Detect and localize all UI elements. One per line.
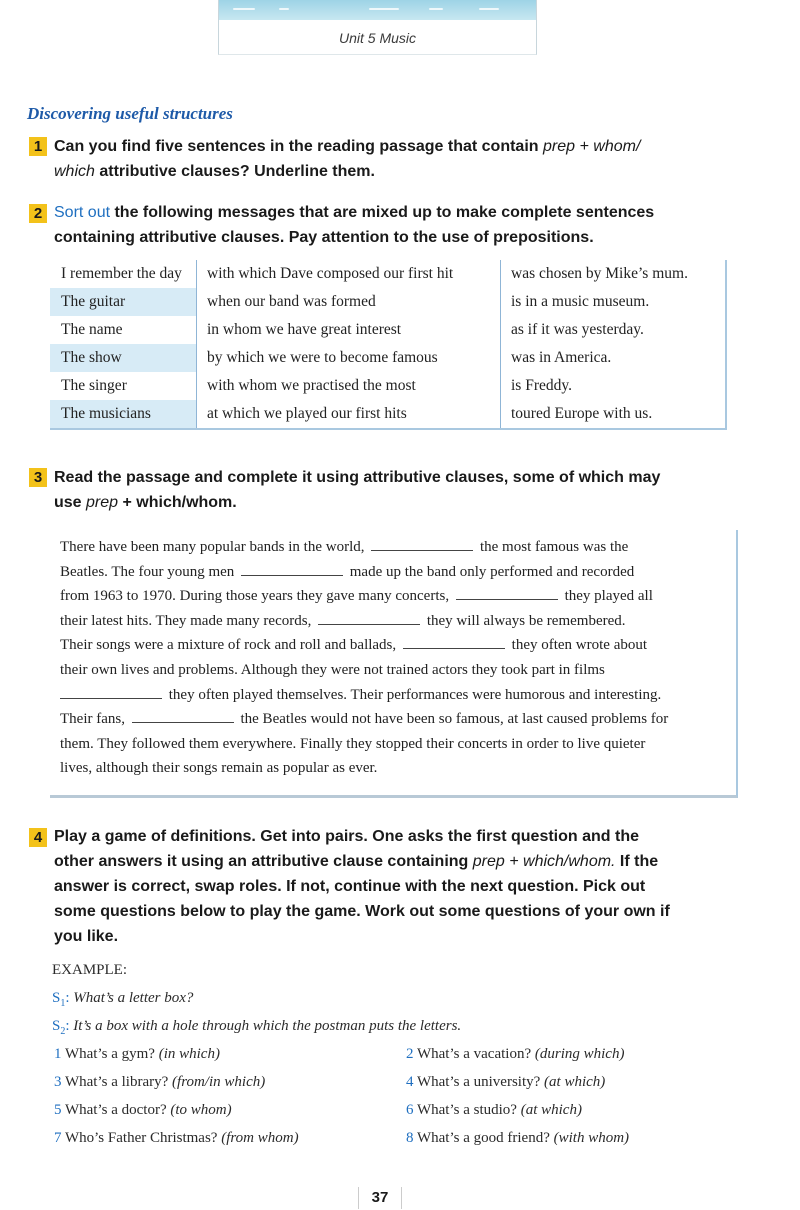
- passage-line: from 1963 to 1970. During those years they gave many concerts, they played all: [60, 588, 653, 605]
- table-cell: as if it was yesterday.: [501, 316, 727, 344]
- table-cell: at which we played our first hits: [197, 400, 501, 429]
- table-cell: The show: [50, 344, 197, 372]
- table-row: [50, 260, 726, 288]
- question-item: 3 What’s a library? (from/in which): [54, 1074, 266, 1090]
- table-cell: when our band was formed: [197, 288, 501, 316]
- fill-in-blank[interactable]: [318, 612, 420, 625]
- question-item: 4 What’s a university? (at which): [406, 1074, 606, 1090]
- passage-line: Beatles. The four young men made up the band only performed and recorded: [60, 563, 635, 580]
- exercise-number-3: 3: [29, 468, 47, 487]
- example-answer: $S_2$: It’s a box with a hole through which the postman puts the letters.: [52, 1018, 462, 1037]
- table-cell: The name: [61, 321, 123, 338]
- table-cell: The musicians: [50, 400, 197, 429]
- table-cell: The guitar: [50, 288, 197, 316]
- exercise-2-instruction: Sort out the following messages that are mixed up to make complete sentences containing attributive clauses. Pay attention to the use of prepositions.: [54, 204, 655, 246]
- table-row: [50, 316, 726, 344]
- exercise-number-2: 2: [29, 204, 47, 223]
- header-decoration: [219, 0, 536, 20]
- passage-line: they often played themselves. Their performances were humorous and interesting.: [60, 683, 726, 708]
- page-number: 37: [358, 1187, 402, 1209]
- unit-label: Unit 5 Music: [338, 30, 417, 46]
- table-cell: is in a music museum.: [501, 288, 727, 316]
- fill-in-blank[interactable]: [241, 563, 343, 576]
- passage-line: Their songs were a mixture of rock and roll and ballads, they often wrote about: [60, 637, 648, 654]
- cloze-passage: [50, 530, 738, 798]
- table-cell: by which we were to become famous: [197, 344, 501, 372]
- passage-line: lives, although their songs remain as popular as ever.: [60, 760, 378, 777]
- question-item: 5 What’s a doctor? (to whom): [54, 1102, 232, 1118]
- fill-in-blank[interactable]: [403, 636, 505, 649]
- fill-in-blank[interactable]: [456, 587, 558, 600]
- passage-line: their latest hits. They made many records, they will always be remembered.: [60, 612, 626, 629]
- table-row: [50, 400, 726, 429]
- exercise-number-4: 4: [29, 828, 47, 847]
- fill-in-blank[interactable]: [132, 710, 234, 723]
- passage-line: them. They followed them everywhere. Finally they stopped their concerts in order to live quieter: [60, 735, 646, 752]
- sentence-parts-table: [50, 260, 727, 430]
- question-item: 2 What’s a vacation? (during which): [406, 1046, 625, 1062]
- question-item: 7 Who’s Father Christmas? (from whom): [54, 1130, 299, 1146]
- fill-in-blank[interactable]: [60, 686, 162, 699]
- example-label: EXAMPLE:: [52, 962, 127, 978]
- passage-line: their own lives and problems. Although they were not trained actors they took part in films: [60, 661, 605, 678]
- question-item: 8 What’s a good friend? (with whom): [406, 1130, 630, 1146]
- table-cell: is Freddy.: [501, 372, 727, 400]
- passage-line: There have been many popular bands in the world, the most famous was the: [60, 539, 629, 555]
- exercise-1-instruction: Can you find five sentences in the reading passage that contain prep + whom/ which attributive clauses? Underline them.: [54, 138, 641, 180]
- fill-in-blank[interactable]: [371, 538, 473, 551]
- section-title: Discovering useful structures: [27, 104, 233, 123]
- question-item: 6 What’s a studio? (at which): [406, 1102, 582, 1118]
- question-item: 1 What’s a gym? (in which): [54, 1046, 220, 1062]
- table-row: [50, 372, 726, 400]
- table-cell: with whom we practised the most: [197, 372, 501, 400]
- table-cell: was in America.: [501, 344, 727, 372]
- passage-line: Their fans, the Beatles would not have been so famous, at last caused problems for: [60, 711, 669, 728]
- exercise-4-instruction: Play a game of definitions. Get into pairs. One asks the first question and the other answers it using an attributive clause containing prep + which/whom. If the answer is correct, swap roles. If not, continue with the next question. Pick out some questions below to play the game. Work out some questions of your own if you like.: [54, 828, 670, 945]
- table-cell: with which Dave composed our first hit: [197, 260, 501, 288]
- table-cell: toured Europe with us.: [501, 400, 727, 429]
- unit-header: [218, 0, 537, 55]
- exercise-number-1: 1: [29, 137, 47, 156]
- table-cell: I remember the day: [61, 265, 182, 282]
- exercise-3-instruction: Read the passage and complete it using attributive clauses, some of which may use prep + which/whom.: [54, 469, 661, 511]
- table-cell: in whom we have great interest: [197, 316, 501, 344]
- table-row: [50, 288, 726, 316]
- example-question: $S_1$: What’s a letter box?: [52, 990, 194, 1009]
- table-cell: The singer: [61, 377, 127, 394]
- table-cell: was chosen by Mike’s mum.: [501, 260, 727, 288]
- table-row: [50, 344, 726, 372]
